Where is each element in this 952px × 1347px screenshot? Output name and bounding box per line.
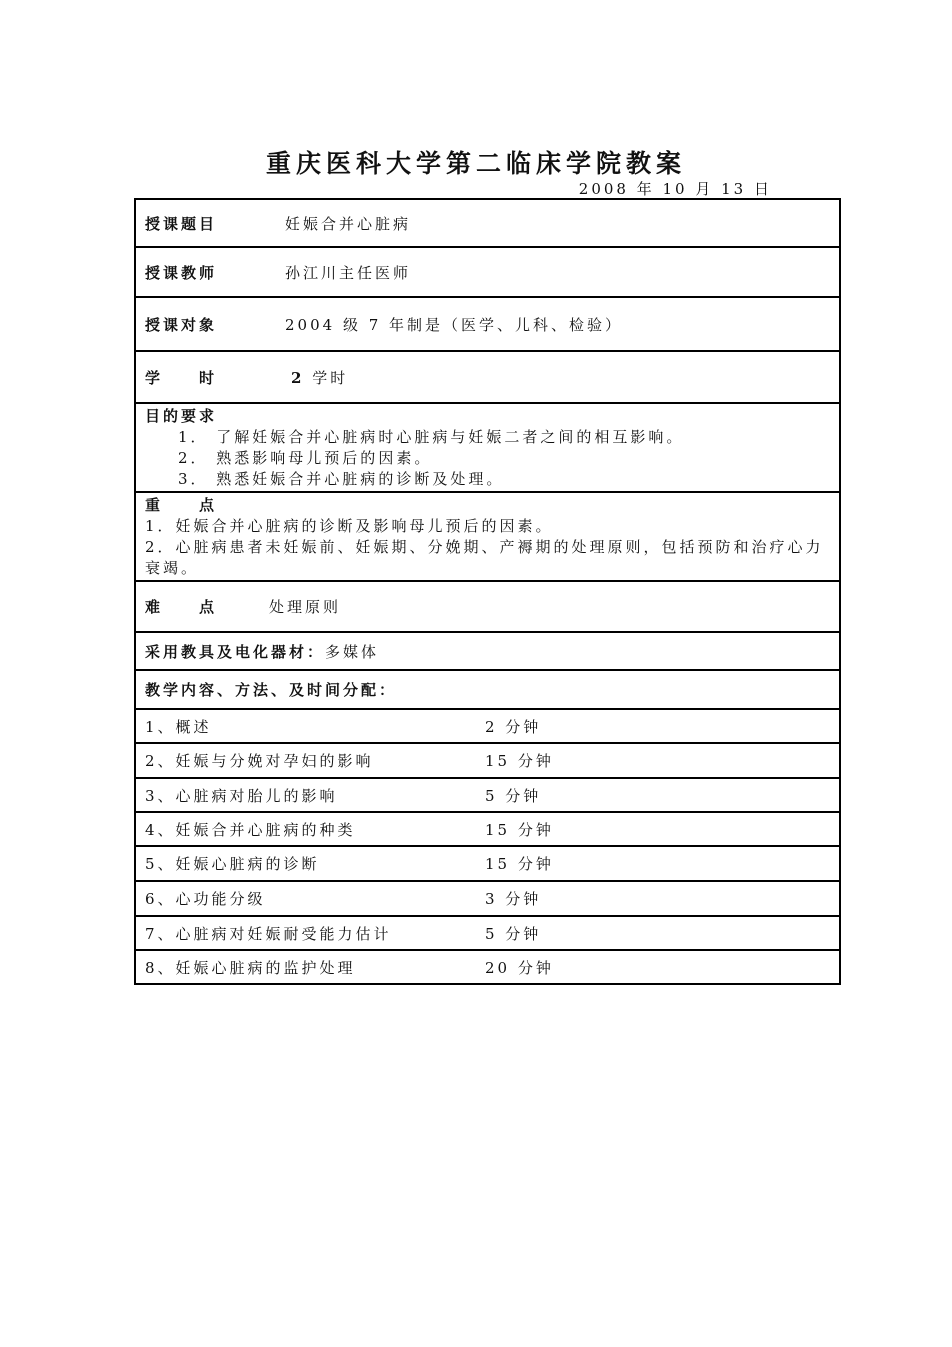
difficulty-value: 处理原则 bbox=[269, 598, 342, 616]
schedule-time: 5 分钟 bbox=[485, 786, 542, 805]
schedule-time: 15 分钟 bbox=[485, 820, 554, 839]
schedule-time: 15 分钟 bbox=[485, 855, 554, 873]
tools-label: 采用教具及电化器材： bbox=[145, 642, 326, 661]
row-key-points bbox=[135, 492, 840, 581]
objective-item: 3． 熟悉妊娠合并心脏病的诊断及处理。 bbox=[178, 470, 505, 488]
schedule-row bbox=[135, 846, 840, 881]
objective-item: 2． 熟悉影响母儿预后的因素。 bbox=[178, 449, 433, 467]
row-teacher bbox=[135, 247, 840, 297]
hours-label: 学 时 bbox=[145, 368, 218, 387]
tools-value: 多媒体 bbox=[325, 642, 380, 661]
lesson-plan-table bbox=[134, 198, 841, 985]
difficulty-label: 难 点 bbox=[145, 598, 218, 616]
row-audience bbox=[135, 297, 840, 351]
schedule-row bbox=[135, 812, 840, 846]
schedule-row bbox=[135, 950, 840, 984]
row-difficulty bbox=[135, 581, 840, 632]
schedule-item: 4、妊娠合并心脏病的种类 bbox=[145, 820, 356, 839]
row-objectives bbox=[135, 403, 840, 492]
row-hours bbox=[135, 351, 840, 403]
schedule-item: 8、妊娠心脏病的监护处理 bbox=[145, 958, 356, 977]
schedule-row bbox=[135, 709, 840, 743]
topic-label: 授课题目 bbox=[145, 214, 218, 233]
objective-item: 1． 了解妊娠合并心脏病时心脏病与妊娠二者之间的相互影响。 bbox=[178, 428, 685, 446]
objectives-label: 目的要求 bbox=[145, 407, 218, 425]
hours-unit: 学时 bbox=[312, 368, 349, 387]
key-point-item: 2．心脏病患者未妊娠前、妊娠期、分娩期、产褥期的处理原则，包括预防和治疗心力衰竭。 bbox=[145, 538, 824, 577]
key-points-label: 重 点 bbox=[145, 496, 218, 514]
document-title: 重庆医科大学第二临床学院教案 bbox=[265, 149, 686, 178]
document-date: 2008 年 10 月 13 日 bbox=[578, 180, 772, 198]
schedule-time: 2 分钟 bbox=[485, 717, 542, 736]
schedule-item: 2、妊娠与分娩对孕妇的影响 bbox=[145, 752, 374, 770]
schedule-row bbox=[135, 778, 840, 812]
hours-value: 2 bbox=[291, 368, 305, 387]
schedule-time: 5 分钟 bbox=[485, 924, 542, 943]
key-point-item: 1．妊娠合并心脏病的诊断及影响母儿预后的因素。 bbox=[145, 517, 554, 535]
schedule-row bbox=[135, 743, 840, 778]
schedule-time: 15 分钟 bbox=[485, 752, 554, 770]
schedule-item: 7、心脏病对妊娠耐受能力估计 bbox=[145, 924, 392, 943]
audience-label: 授课对象 bbox=[145, 315, 218, 334]
topic-value: 妊娠合并心脏病 bbox=[285, 214, 412, 233]
row-topic bbox=[135, 199, 840, 247]
schedule-item: 3、心脏病对胎儿的影响 bbox=[145, 786, 338, 805]
content-label: 教学内容、方法、及时间分配： bbox=[145, 681, 398, 699]
schedule-time: 20 分钟 bbox=[485, 958, 554, 977]
schedule-row bbox=[135, 881, 840, 916]
schedule-item: 1、概述 bbox=[145, 717, 212, 736]
row-content-header bbox=[135, 670, 840, 709]
row-tools bbox=[135, 632, 840, 670]
schedule-time: 3 分钟 bbox=[485, 890, 542, 908]
teacher-value: 孙江川主任医师 bbox=[285, 263, 412, 282]
schedule-item: 6、心功能分级 bbox=[145, 890, 266, 908]
schedule-item: 5、妊娠心脏病的诊断 bbox=[145, 855, 320, 873]
schedule-row bbox=[135, 916, 840, 950]
teacher-label: 授课教师 bbox=[145, 263, 218, 282]
audience-value: 2004 级 7 年制是（医学、儿科、检验） bbox=[285, 315, 624, 334]
